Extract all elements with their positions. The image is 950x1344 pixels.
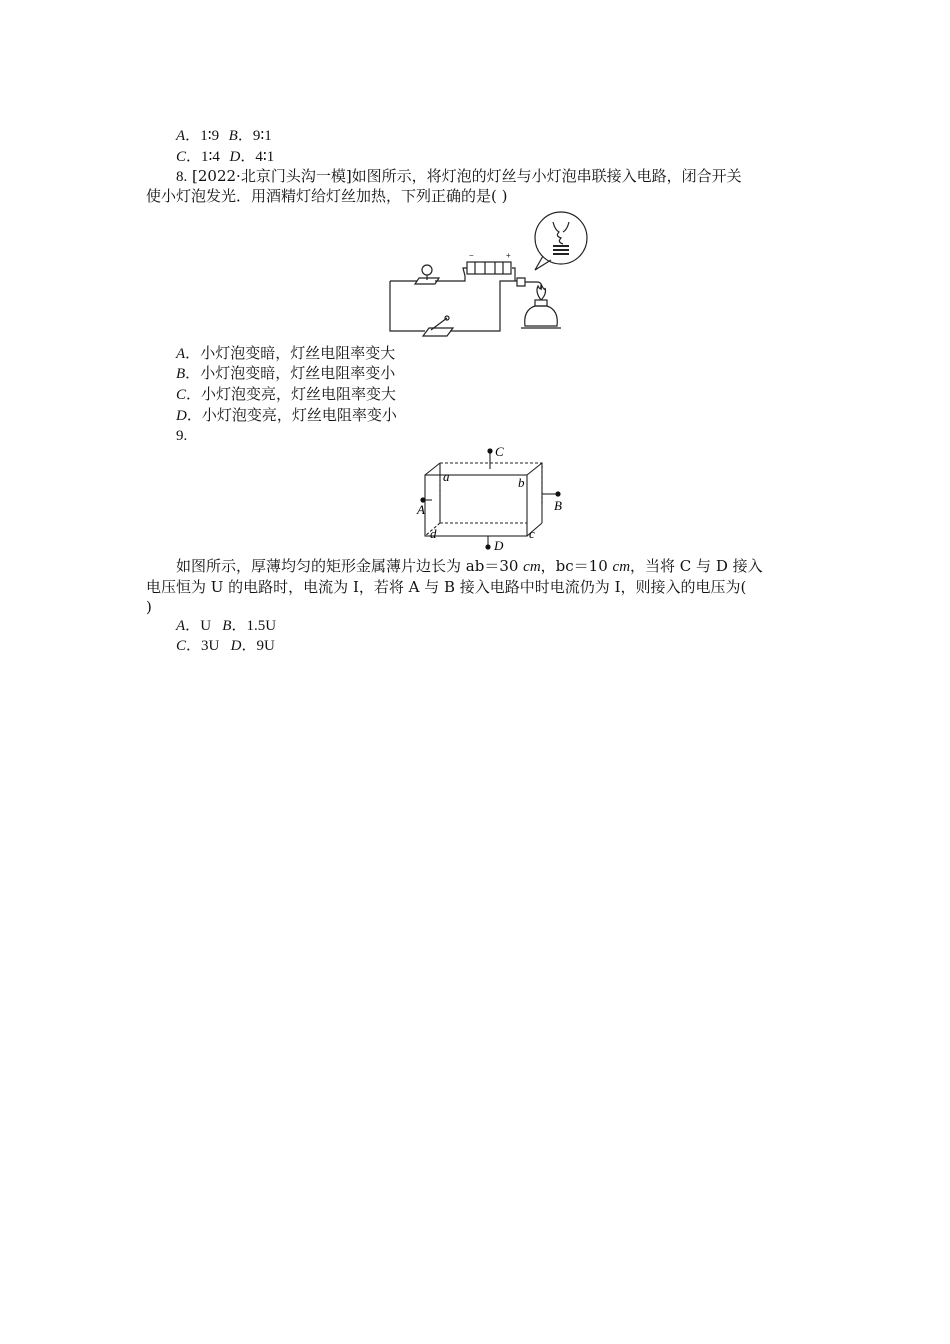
question-stem: ) (146, 598, 152, 616)
wire (450, 281, 517, 331)
q8-stem-line1 (176, 166, 742, 187)
q7-options-row2: C．1∶4 D．4∶1 (176, 147, 275, 165)
label-b-small: b (518, 475, 525, 490)
option-text: 小灯泡变暗，灯丝电阻率变小 (200, 364, 396, 382)
flame (537, 284, 546, 300)
q8-option-b: B．小灯泡变暗，灯丝电阻率变小 (176, 364, 396, 382)
question-stem: [2022·北京门头沟一模]如图所示，将灯泡的灯丝与小灯泡串联接入电路，闭合开关 (192, 167, 742, 185)
option-text: 小灯泡变暗，灯丝电阻率变大 (200, 344, 396, 362)
q8-option-a: A．小灯泡变暗，灯丝电阻率变大 (176, 344, 396, 362)
option-letter: A (176, 346, 186, 362)
option-text: 小灯泡变亮，灯丝电阻率变小 (201, 406, 397, 424)
option-text: 9U (256, 638, 275, 654)
terminal-b (555, 491, 560, 496)
wire (512, 268, 515, 281)
question-stem: ，bc＝10 (540, 557, 613, 575)
option-text: 3U (201, 638, 220, 654)
option-letter: D (176, 408, 187, 424)
unit: cm (523, 559, 541, 575)
label-a: A (417, 502, 425, 517)
small-bulb (422, 265, 432, 275)
q9-options-row1: A．U B．1.5U (176, 618, 277, 634)
option-letter: A (176, 128, 186, 144)
option-text: 1.5U (246, 618, 277, 634)
label-d: D (494, 538, 504, 553)
q8-option-c: C．小灯泡变亮，灯丝电阻率变大 (176, 385, 397, 403)
battery-box (467, 262, 511, 274)
q8-option-d: D．小灯泡变亮，灯丝电阻率变小 (176, 406, 397, 424)
option-letter: C (176, 638, 187, 654)
label-b: B (554, 498, 562, 513)
option-letter: B (228, 128, 238, 144)
svg-text:+: + (506, 251, 511, 260)
q8-stem-line2 (146, 186, 507, 206)
q9-options-row2: C．3U D．9U (176, 638, 275, 654)
question-number: 9. (176, 428, 188, 444)
metal-sheet-figure (410, 443, 575, 553)
label-c-small: c (529, 526, 535, 541)
q9-stem-line1 (176, 556, 763, 577)
terminal-d (485, 544, 490, 549)
question-stem: 使小灯泡发光．用酒精灯给灯丝加热，下列正确的是( ) (146, 187, 508, 205)
option-letter: D (229, 149, 241, 165)
option-text: 1∶9 (200, 128, 220, 144)
option-letter: C (176, 387, 187, 403)
filament-holder (517, 278, 525, 286)
wire (435, 268, 467, 281)
option-letter: B (176, 366, 186, 382)
label-a-small: a (443, 469, 450, 484)
q9-number-line (176, 425, 187, 446)
q7-options-row1: A．1∶9 B．9∶1 (176, 126, 272, 144)
q9-stem-line2 (146, 577, 746, 597)
question-number: 8. (176, 169, 188, 185)
switch-base (423, 328, 453, 336)
label-c: C (495, 444, 504, 459)
q9-stem-line3 (146, 597, 152, 617)
question-stem: ，当将 C 与 D 接入 (630, 557, 763, 575)
question-stem: 如图所示，厚薄均匀的矩形金属薄片边长为 ab＝30 (176, 557, 524, 575)
option-text: 9∶1 (252, 128, 272, 144)
option-letter: C (176, 149, 187, 165)
unit: cm (612, 559, 631, 575)
option-letter: B (222, 618, 232, 634)
option-text: 4∶1 (255, 149, 275, 165)
question-stem: 电压恒为 U 的电路时，电流为 I，若将 A 与 B 接入电路中时电流仍为 I，则接入的电压为( (146, 578, 747, 596)
svg-text:−: − (469, 251, 474, 260)
option-letter: A (176, 618, 186, 634)
option-text: 小灯泡变亮，灯丝电阻率变大 (201, 385, 397, 403)
option-text: 1∶4 (201, 149, 220, 165)
wire (390, 281, 425, 331)
terminal-c (487, 448, 492, 453)
label-d-small: d (430, 526, 437, 541)
option-text: U (200, 618, 212, 634)
alcohol-lamp (525, 306, 558, 326)
circuit-figure (385, 208, 605, 338)
option-letter: D (230, 638, 242, 654)
